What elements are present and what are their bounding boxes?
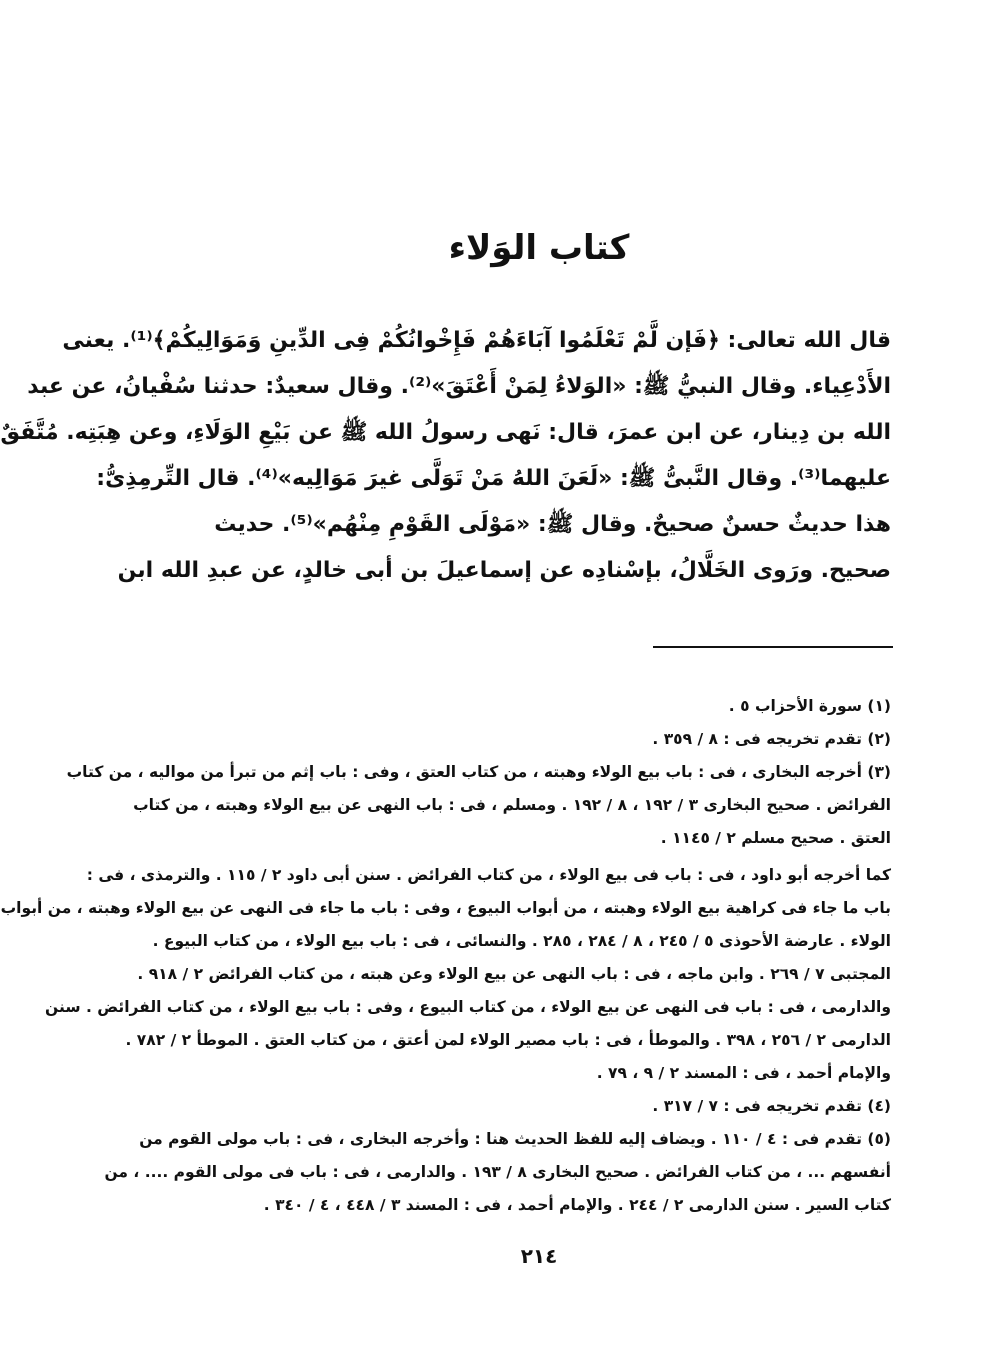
footnote-4 xyxy=(187,1090,891,1123)
footnote-line: كما أخرجه أبو داود ، فى : باب فى بيع الولاء ، من كتاب الفرائض . سنن أبى داود ٢ / ١١٥ . والترمذى ، فى : xyxy=(86,866,891,884)
main-text-line: هذا حديثٌ حسنٌ صحيحٌ. وقال ﷺ: «مَوْلَى القَوْمِ مِنْهُم»⁽⁵⁾. حديث xyxy=(214,512,891,537)
main-text xyxy=(0,318,891,594)
footnote-1 xyxy=(187,690,891,723)
main-text-line: عليهما⁽³⁾. وقال النَّبىُّ ﷺ: «لَعَنَ اللهُ مَنْ تَوَلَّى غيرَ مَوَالِيه»⁽⁴⁾. قال التِّرمِذِىُّ: xyxy=(96,466,891,491)
footnote-line: (٢) تقدم تخريجه فى : ٨ / ٣٥٩ . xyxy=(652,730,891,748)
footnote-line: الفرائض . صحيح البخارى ٣ / ١٩٢ ، ٨ / ١٩٢ . ومسلم ، فى : باب النهى عن بيع الولاء وهبته ، من كتاب xyxy=(133,796,891,814)
footnote-line: باب ما جاء فى كراهية بيع الولاء وهبته ، من أبواب البيوع ، وفى : باب ما جاء فى النهى عن بيع الولاء وهبته ، من أبواب xyxy=(0,899,891,917)
footnote-line: المجتبى ٧ / ٢٦٩ . وابن ماجه ، فى : باب النهى عن بيع الولاء وعن هبته ، من كتاب الفرائض ٢ / ٩١٨ . xyxy=(137,965,891,983)
footnote-line: كتاب السير . سنن الدارمى ٢ / ٢٤٤ . والإمام أحمد ، فى : المسند ٣ / ٤٤٨ ، ٤ / ٣٤٠ . xyxy=(263,1196,891,1214)
chapter-title: كتاب الوَلاء xyxy=(448,228,630,268)
footnote-3 xyxy=(66,756,891,855)
main-text-line: الأَدْعِياء. وقال النبيُّ ﷺ: «الوَلاءُ لِمَنْ أَعْتَقَ»⁽²⁾. وقال سعيدٌ: حدثنا سُفْيانُ، عن عبد xyxy=(27,374,891,399)
footnote-line: (٤) تقدم تخريجه فى : ٧ / ٣١٧ . xyxy=(652,1097,891,1115)
footnote-line: والدارمى ، فى : باب فى النهى عن بيع الولاء ، من كتاب البيوع ، وفى : باب بيع الولاء ، من كتاب الفرائض . سنن xyxy=(45,998,891,1016)
footnote-line: العتق . صحيح مسلم ٢ / ١١٤٥ . xyxy=(660,829,891,847)
footnotes xyxy=(0,690,891,1222)
footnote-line: والإمام أحمد ، فى : المسند ٢ / ٩ ، ٧٩ . xyxy=(596,1064,891,1082)
page-number: ٢١٤ xyxy=(520,1244,558,1268)
footnote-line: (٣) أخرجه البخارى ، فى : باب بيع الولاء وهبته ، من كتاب العتق ، وفى : باب إثم من تبرأ من مواليه ، من كتاب xyxy=(66,763,891,781)
main-text-line: الله بن دِينار، عن ابن عمرَ، قال: نَهى رسولُ الله ﷺ عن بَيْعِ الوَلَاءِ، وعن هِبَتِه. مُتَّفَقٌ xyxy=(0,420,891,445)
footnote-line: الولاء . عارضة الأحوذى ٥ / ٢٤٥ ، ٨ / ٢٨٤ ، ٢٨٥ . والنسائى ، فى : باب بيع الولاء ، من كتاب البيوع . xyxy=(152,932,891,950)
footnote-5 xyxy=(104,1123,891,1222)
main-text-line: صحيح. ورَوى الخَلَّالُ، بإسْنادِه عن إسماعيلَ بن أبى خالدٍ، عن عبدِ الله ابن xyxy=(117,558,891,583)
footnote-line: (١) سورة الأحزاب ٥ . xyxy=(728,697,891,715)
footnote-line: أنفسهم ... ، من كتاب الفرائض . صحيح البخارى ٨ / ١٩٣ . والدارمى ، فى : باب فى مولى القوم .... ، من xyxy=(104,1163,891,1181)
footnote-2 xyxy=(187,723,891,756)
footnote-line: (٥) تقدم فى : ٤ / ١١٠ . ويضاف إليه للفظ الحديث هنا : وأخرجه البخارى ، فى : باب مولى القوم من xyxy=(139,1130,891,1148)
footnote-line: الدارمى ٢ / ٢٥٦ ، ٣٩٨ . والموطأ ، فى : باب مصير الولاء لمن أعتق ، من كتاب العتق . الموطأ ٢ / ٧٨٢ . xyxy=(125,1031,891,1049)
footnote-divider xyxy=(653,646,893,648)
main-text-line: قال الله تعالى: ﴿فَإن لَّمْ تَعْلَمُوا آبَاءَهُمْ فَإِخْوانُكُمْ فِى الدِّينِ وَمَوَالِيكُمْ﴾⁽¹⁾. يعنى xyxy=(62,328,891,353)
footnote-3-continued xyxy=(0,859,891,1090)
